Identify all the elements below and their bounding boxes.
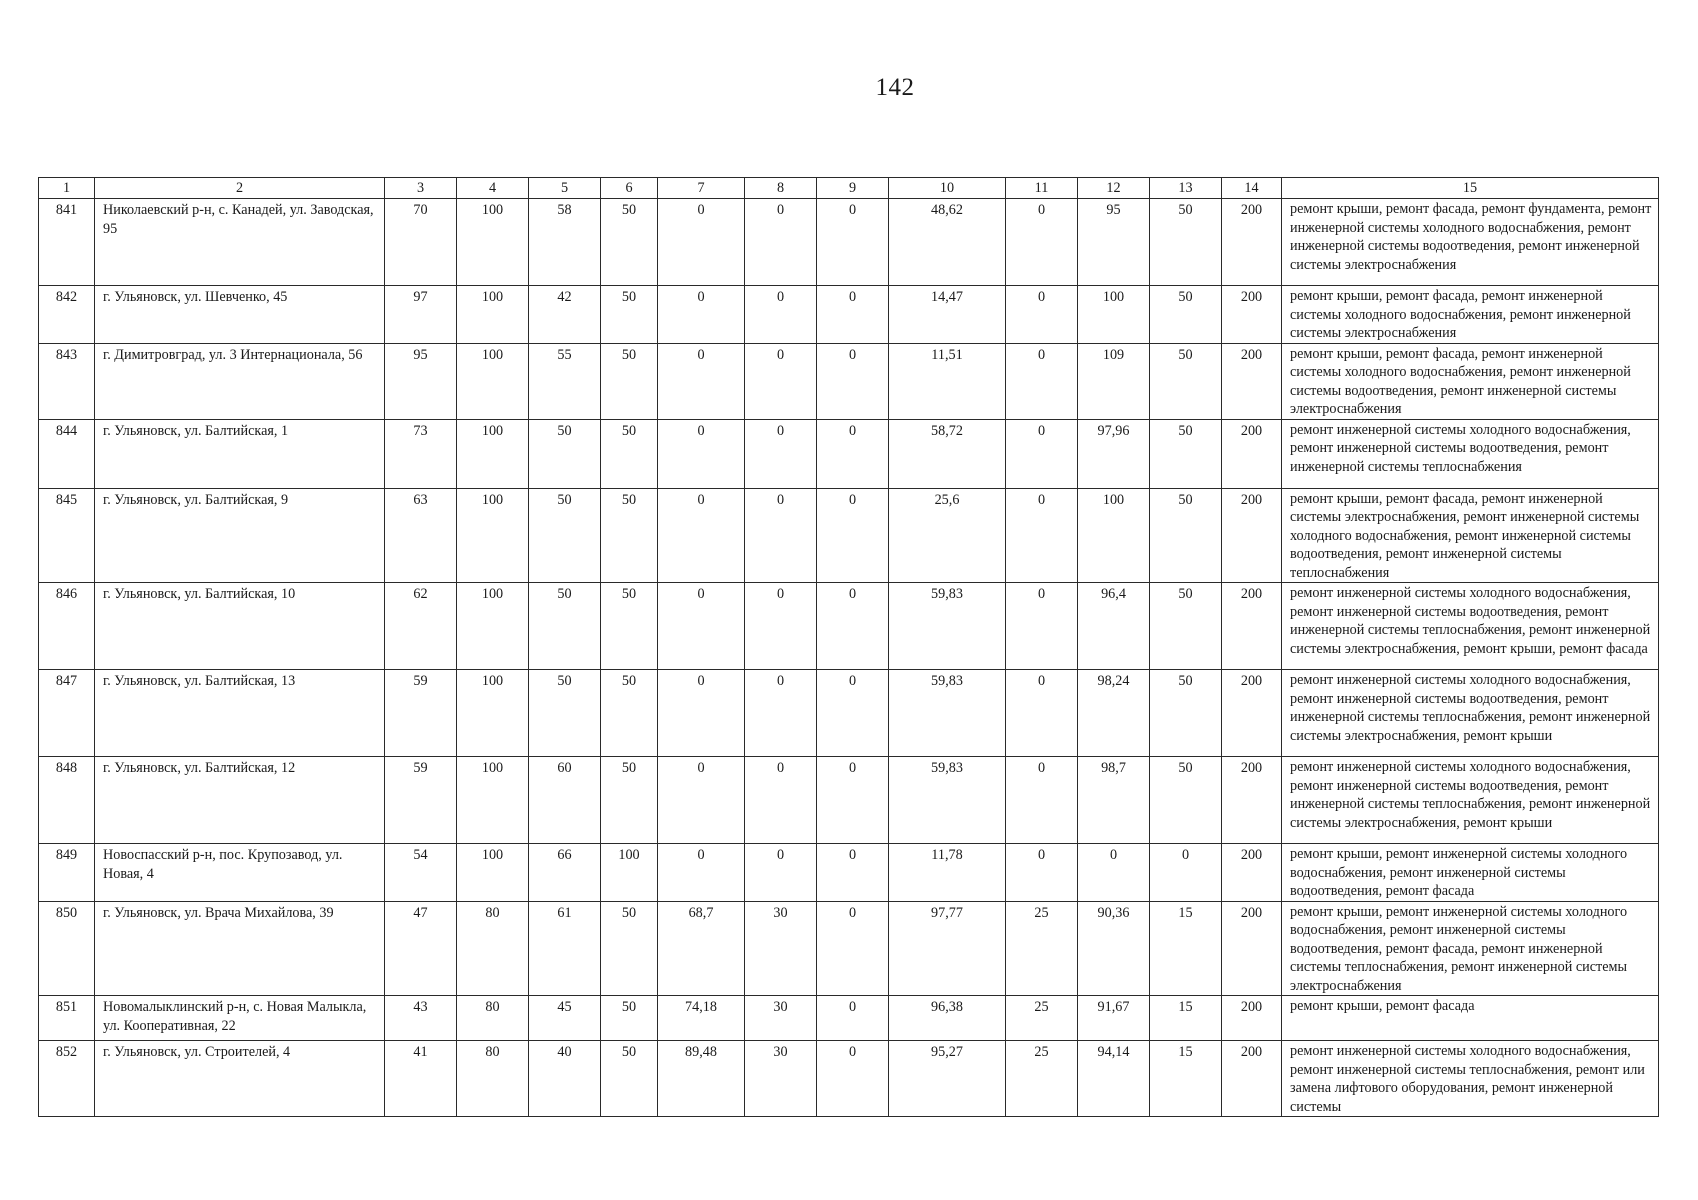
table-row	[39, 757, 1659, 844]
cell-c13: 50	[1150, 286, 1222, 344]
cell-c11: 25	[1006, 901, 1078, 996]
address-cell: Новоспасский р-н, пос. Крупозавод, ул. Новая, 4	[95, 844, 385, 902]
repair-works-cell: ремонт крыши, ремонт инженерной системы холодного водоснабжения, ремонт инженерной системы водоотведения, ремонт фасада, ремонт инженерной системы теплоснабжения, ремонт инженерной системы электроснабжения	[1282, 901, 1659, 996]
cell-c14: 200	[1222, 488, 1282, 583]
cell-c14: 200	[1222, 1041, 1282, 1117]
cell-c6: 50	[601, 583, 658, 670]
cell-c7: 68,7	[658, 901, 745, 996]
cell-c5: 55	[529, 343, 601, 419]
cell-c5: 60	[529, 757, 601, 844]
cell-c4: 100	[457, 286, 529, 344]
row-number-cell: 845	[39, 488, 95, 583]
cell-c10: 11,51	[889, 343, 1006, 419]
cell-c8: 0	[745, 844, 817, 902]
cell-c11: 0	[1006, 844, 1078, 902]
cell-c12: 0	[1078, 844, 1150, 902]
cell-c9: 0	[817, 199, 889, 286]
cell-c14: 200	[1222, 419, 1282, 488]
cell-c3: 70	[385, 199, 457, 286]
column-number-11: 11	[1006, 178, 1078, 199]
cell-c4: 80	[457, 901, 529, 996]
cell-c10: 58,72	[889, 419, 1006, 488]
repair-works-cell: ремонт инженерной системы холодного водоснабжения, ремонт инженерной системы водоотведения, ремонт инженерной системы теплоснабжения, ремонт инженерной системы электроснабжения, ремонт крыши	[1282, 670, 1659, 757]
cell-c9: 0	[817, 996, 889, 1041]
cell-c7: 0	[658, 757, 745, 844]
cell-c13: 50	[1150, 757, 1222, 844]
cell-c4: 100	[457, 844, 529, 902]
cell-c12: 90,36	[1078, 901, 1150, 996]
cell-c8: 30	[745, 996, 817, 1041]
cell-c9: 0	[817, 844, 889, 902]
row-number-cell: 846	[39, 583, 95, 670]
cell-c7: 0	[658, 583, 745, 670]
cell-c12: 98,24	[1078, 670, 1150, 757]
cell-c10: 59,83	[889, 583, 1006, 670]
cell-c8: 0	[745, 199, 817, 286]
table-row	[39, 901, 1659, 996]
cell-c8: 0	[745, 286, 817, 344]
address-cell: Николаевский р-н, с. Канадей, ул. Заводская, 95	[95, 199, 385, 286]
cell-c10: 25,6	[889, 488, 1006, 583]
cell-c9: 0	[817, 757, 889, 844]
address-cell: г. Ульяновск, ул. Врача Михайлова, 39	[95, 901, 385, 996]
cell-c12: 109	[1078, 343, 1150, 419]
cell-c13: 50	[1150, 199, 1222, 286]
cell-c14: 200	[1222, 901, 1282, 996]
row-number-cell: 843	[39, 343, 95, 419]
cell-c8: 0	[745, 583, 817, 670]
cell-c8: 0	[745, 670, 817, 757]
cell-c12: 91,67	[1078, 996, 1150, 1041]
cell-c11: 0	[1006, 419, 1078, 488]
table-row	[39, 670, 1659, 757]
column-number-4: 4	[457, 178, 529, 199]
row-number-cell: 841	[39, 199, 95, 286]
cell-c13: 0	[1150, 844, 1222, 902]
table-row	[39, 996, 1659, 1041]
cell-c7: 0	[658, 488, 745, 583]
repair-works-cell: ремонт крыши, ремонт фасада, ремонт инженерной системы холодного водоснабжения, ремонт инженерной системы водоотведения, ремонт инженерной системы электроснабжения	[1282, 343, 1659, 419]
cell-c8: 30	[745, 901, 817, 996]
cell-c4: 100	[457, 488, 529, 583]
cell-c10: 59,83	[889, 757, 1006, 844]
cell-c10: 59,83	[889, 670, 1006, 757]
table-row	[39, 419, 1659, 488]
row-number-cell: 847	[39, 670, 95, 757]
address-cell: г. Димитровград, ул. 3 Интернационала, 56	[95, 343, 385, 419]
cell-c6: 50	[601, 419, 658, 488]
column-number-13: 13	[1150, 178, 1222, 199]
cell-c6: 100	[601, 844, 658, 902]
cell-c3: 73	[385, 419, 457, 488]
cell-c11: 0	[1006, 199, 1078, 286]
cell-c4: 100	[457, 419, 529, 488]
cell-c12: 96,4	[1078, 583, 1150, 670]
repair-works-cell: ремонт крыши, ремонт инженерной системы холодного водоснабжения, ремонт инженерной системы водоотведения, ремонт фасада	[1282, 844, 1659, 902]
cell-c14: 200	[1222, 343, 1282, 419]
cell-c9: 0	[817, 419, 889, 488]
cell-c4: 80	[457, 1041, 529, 1117]
cell-c13: 15	[1150, 996, 1222, 1041]
cell-c6: 50	[601, 488, 658, 583]
cell-c6: 50	[601, 343, 658, 419]
cell-c14: 200	[1222, 199, 1282, 286]
cell-c5: 40	[529, 1041, 601, 1117]
cell-c12: 97,96	[1078, 419, 1150, 488]
cell-c8: 0	[745, 419, 817, 488]
address-cell: г. Ульяновск, ул. Балтийская, 13	[95, 670, 385, 757]
cell-c14: 200	[1222, 583, 1282, 670]
column-number-12: 12	[1078, 178, 1150, 199]
column-number-1: 1	[39, 178, 95, 199]
cell-c7: 0	[658, 343, 745, 419]
row-number-cell: 848	[39, 757, 95, 844]
cell-c11: 0	[1006, 757, 1078, 844]
cell-c14: 200	[1222, 670, 1282, 757]
cell-c13: 50	[1150, 488, 1222, 583]
column-number-row	[39, 178, 1659, 199]
cell-c11: 0	[1006, 286, 1078, 344]
row-number-cell: 849	[39, 844, 95, 902]
cell-c5: 50	[529, 670, 601, 757]
address-cell: г. Ульяновск, ул. Строителей, 4	[95, 1041, 385, 1117]
cell-c3: 54	[385, 844, 457, 902]
repair-works-cell: ремонт инженерной системы холодного водоснабжения, ремонт инженерной системы водоотведения, ремонт инженерной системы теплоснабжения, ремонт инженерной системы электроснабжения, ремонт крыши, ремонт фасада	[1282, 583, 1659, 670]
cell-c6: 50	[601, 670, 658, 757]
row-number-cell: 852	[39, 1041, 95, 1117]
cell-c3: 95	[385, 343, 457, 419]
cell-c11: 0	[1006, 670, 1078, 757]
cell-c10: 14,47	[889, 286, 1006, 344]
cell-c12: 98,7	[1078, 757, 1150, 844]
cell-c12: 95	[1078, 199, 1150, 286]
cell-c10: 11,78	[889, 844, 1006, 902]
column-number-2: 2	[95, 178, 385, 199]
table-row	[39, 488, 1659, 583]
cell-c9: 0	[817, 343, 889, 419]
cell-c9: 0	[817, 583, 889, 670]
cell-c14: 200	[1222, 996, 1282, 1041]
cell-c13: 50	[1150, 583, 1222, 670]
address-cell: г. Ульяновск, ул. Балтийская, 9	[95, 488, 385, 583]
column-number-14: 14	[1222, 178, 1282, 199]
cell-c8: 0	[745, 757, 817, 844]
address-cell: г. Ульяновск, ул. Балтийская, 1	[95, 419, 385, 488]
cell-c6: 50	[601, 757, 658, 844]
cell-c11: 25	[1006, 1041, 1078, 1117]
cell-c5: 66	[529, 844, 601, 902]
column-number-5: 5	[529, 178, 601, 199]
cell-c7: 0	[658, 419, 745, 488]
column-number-10: 10	[889, 178, 1006, 199]
cell-c14: 200	[1222, 844, 1282, 902]
column-number-9: 9	[817, 178, 889, 199]
cell-c4: 80	[457, 996, 529, 1041]
address-cell: г. Ульяновск, ул. Балтийская, 12	[95, 757, 385, 844]
cell-c4: 100	[457, 670, 529, 757]
cell-c13: 50	[1150, 343, 1222, 419]
column-number-8: 8	[745, 178, 817, 199]
repair-works-cell: ремонт крыши, ремонт фасада	[1282, 996, 1659, 1041]
cell-c11: 0	[1006, 583, 1078, 670]
table-row	[39, 1041, 1659, 1117]
row-number-cell: 851	[39, 996, 95, 1041]
cell-c7: 0	[658, 286, 745, 344]
cell-c4: 100	[457, 343, 529, 419]
cell-c9: 0	[817, 488, 889, 583]
column-number-6: 6	[601, 178, 658, 199]
cell-c5: 58	[529, 199, 601, 286]
table-row	[39, 199, 1659, 286]
cell-c5: 45	[529, 996, 601, 1041]
housing-repair-table	[38, 177, 1659, 1117]
cell-c13: 15	[1150, 901, 1222, 996]
repair-works-cell: ремонт крыши, ремонт фасада, ремонт инженерной системы холодного водоснабжения, ремонт инженерной системы электроснабжения	[1282, 286, 1659, 344]
cell-c12: 100	[1078, 286, 1150, 344]
cell-c7: 89,48	[658, 1041, 745, 1117]
cell-c7: 0	[658, 844, 745, 902]
cell-c6: 50	[601, 996, 658, 1041]
cell-c7: 0	[658, 199, 745, 286]
row-number-cell: 850	[39, 901, 95, 996]
cell-c4: 100	[457, 199, 529, 286]
cell-c7: 74,18	[658, 996, 745, 1041]
cell-c12: 94,14	[1078, 1041, 1150, 1117]
cell-c6: 50	[601, 286, 658, 344]
cell-c12: 100	[1078, 488, 1150, 583]
table-row	[39, 286, 1659, 344]
cell-c14: 200	[1222, 286, 1282, 344]
row-number-cell: 842	[39, 286, 95, 344]
cell-c5: 50	[529, 488, 601, 583]
cell-c6: 50	[601, 901, 658, 996]
cell-c14: 200	[1222, 757, 1282, 844]
repair-works-cell: ремонт инженерной системы холодного водоснабжения, ремонт инженерной системы водоотведения, ремонт инженерной системы теплоснабжения	[1282, 419, 1659, 488]
cell-c10: 95,27	[889, 1041, 1006, 1117]
row-number-cell: 844	[39, 419, 95, 488]
cell-c3: 43	[385, 996, 457, 1041]
cell-c3: 47	[385, 901, 457, 996]
repair-works-cell: ремонт крыши, ремонт фасада, ремонт фундамента, ремонт инженерной системы холодного водоснабжения, ремонт инженерной системы водоотведения, ремонт инженерной системы электроснабжения	[1282, 199, 1659, 286]
column-number-7: 7	[658, 178, 745, 199]
cell-c9: 0	[817, 670, 889, 757]
cell-c13: 50	[1150, 419, 1222, 488]
cell-c11: 25	[1006, 996, 1078, 1041]
address-cell: г. Ульяновск, ул. Балтийская, 10	[95, 583, 385, 670]
cell-c9: 0	[817, 1041, 889, 1117]
cell-c11: 0	[1006, 488, 1078, 583]
cell-c10: 97,77	[889, 901, 1006, 996]
cell-c5: 61	[529, 901, 601, 996]
cell-c3: 41	[385, 1041, 457, 1117]
cell-c8: 30	[745, 1041, 817, 1117]
cell-c7: 0	[658, 670, 745, 757]
address-cell: Новомалыклинский р-н, с. Новая Малыкла, ул. Кооперативная, 22	[95, 996, 385, 1041]
table-row	[39, 583, 1659, 670]
cell-c6: 50	[601, 1041, 658, 1117]
cell-c8: 0	[745, 343, 817, 419]
cell-c5: 50	[529, 419, 601, 488]
table-row	[39, 844, 1659, 902]
repair-works-cell: ремонт инженерной системы холодного водоснабжения, ремонт инженерной системы теплоснабжения, ремонт или замена лифтового оборудования, ремонт инженерной системы	[1282, 1041, 1659, 1117]
cell-c8: 0	[745, 488, 817, 583]
table-row	[39, 343, 1659, 419]
cell-c10: 96,38	[889, 996, 1006, 1041]
cell-c6: 50	[601, 199, 658, 286]
cell-c10: 48,62	[889, 199, 1006, 286]
cell-c4: 100	[457, 757, 529, 844]
repair-works-cell: ремонт инженерной системы холодного водоснабжения, ремонт инженерной системы водоотведения, ремонт инженерной системы теплоснабжения, ремонт инженерной системы электроснабжения, ремонт крыши	[1282, 757, 1659, 844]
cell-c3: 97	[385, 286, 457, 344]
repair-works-cell: ремонт крыши, ремонт фасада, ремонт инженерной системы электроснабжения, ремонт инженерной системы холодного водоснабжения, ремонт инженерной системы водоотведения, ремонт инженерной системы теплоснабжения	[1282, 488, 1659, 583]
cell-c13: 50	[1150, 670, 1222, 757]
column-number-3: 3	[385, 178, 457, 199]
column-number-15: 15	[1282, 178, 1659, 199]
cell-c4: 100	[457, 583, 529, 670]
cell-c3: 63	[385, 488, 457, 583]
cell-c5: 42	[529, 286, 601, 344]
page-number: 142	[875, 74, 915, 101]
cell-c3: 62	[385, 583, 457, 670]
cell-c3: 59	[385, 670, 457, 757]
cell-c3: 59	[385, 757, 457, 844]
cell-c11: 0	[1006, 343, 1078, 419]
address-cell: г. Ульяновск, ул. Шевченко, 45	[95, 286, 385, 344]
cell-c9: 0	[817, 901, 889, 996]
cell-c5: 50	[529, 583, 601, 670]
cell-c9: 0	[817, 286, 889, 344]
cell-c13: 15	[1150, 1041, 1222, 1117]
